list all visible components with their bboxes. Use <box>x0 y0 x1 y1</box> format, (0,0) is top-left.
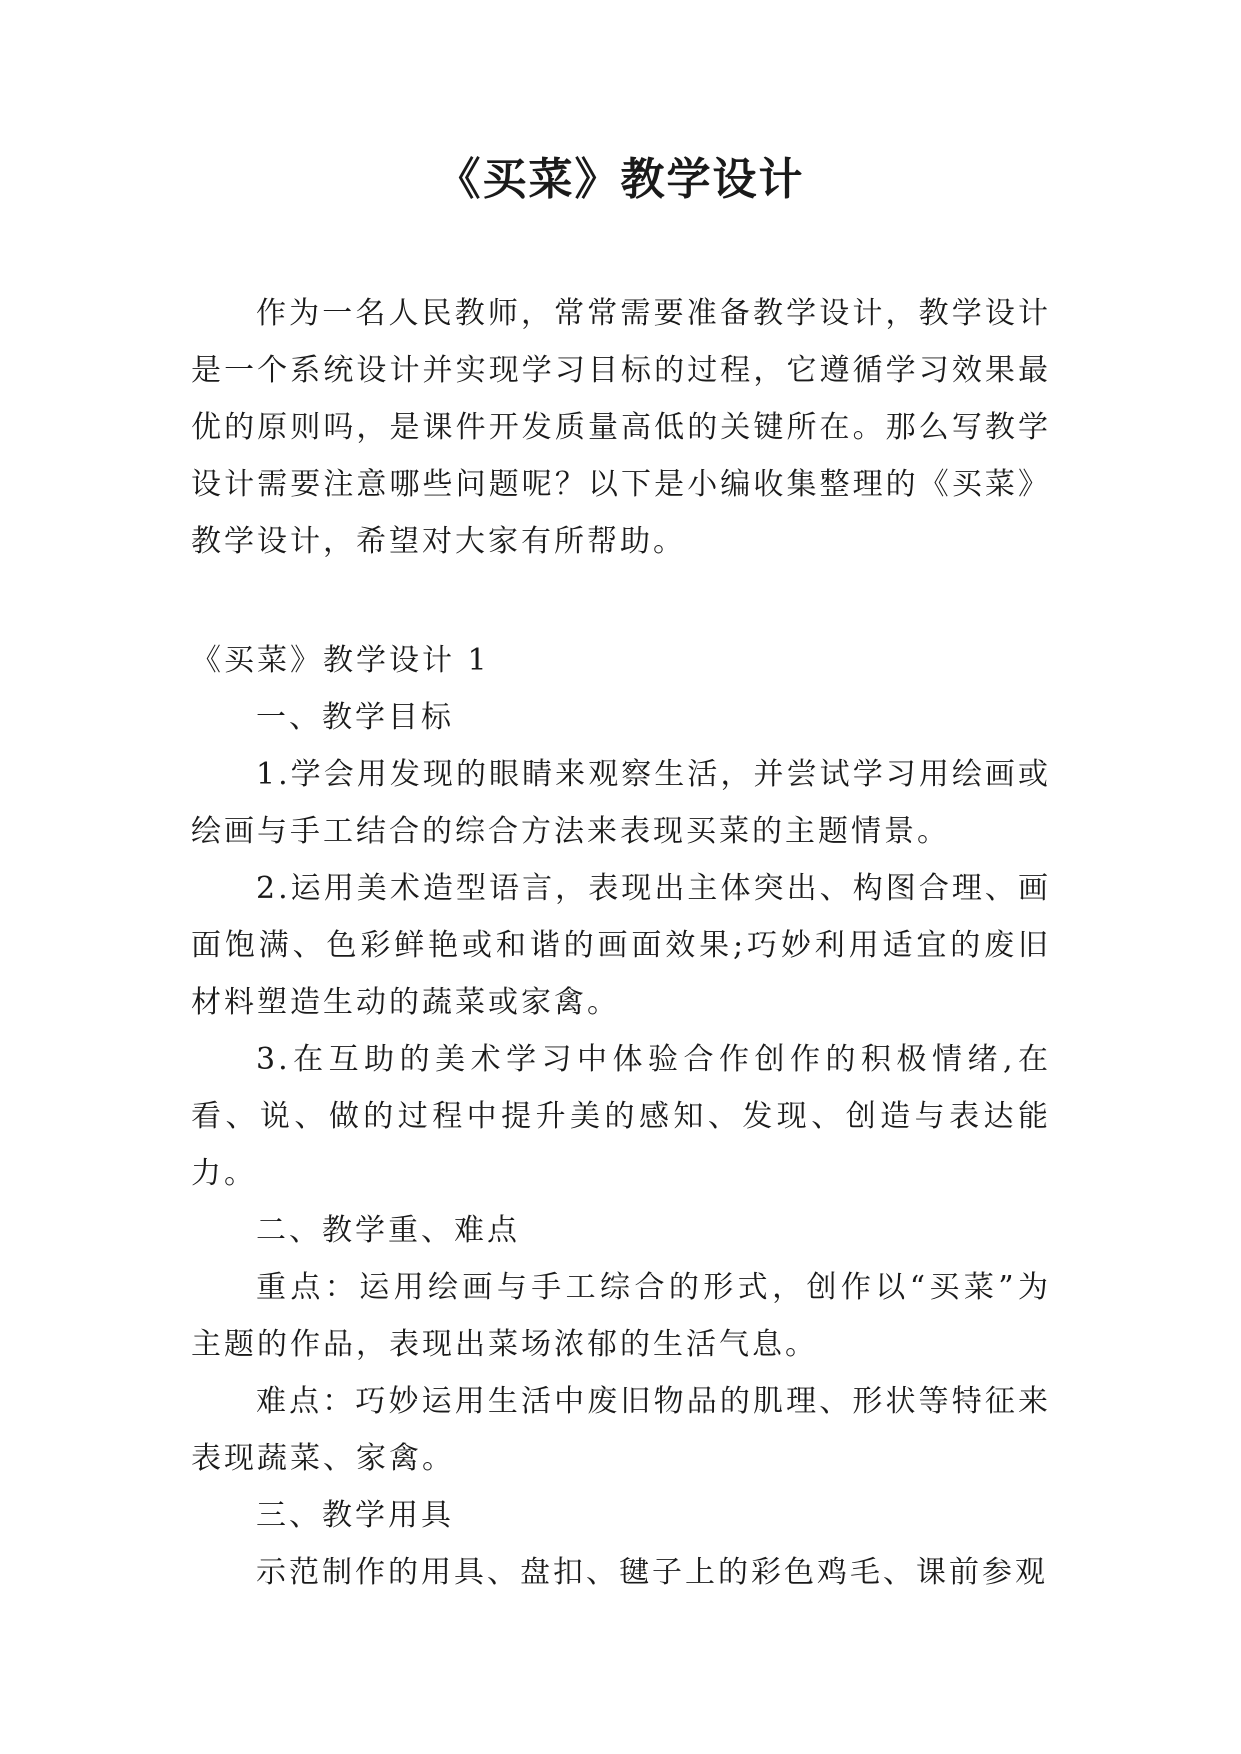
intro-paragraph: 作为一名人民教师，常常需要准备教学设计，教学设计是一个系统设计并实现学习目标的过程，它遵循学习效果最优的原则吗，是课件开发质量高低的关键所在。那么写教学设计需要注意哪些问题呢？以下是小编收集整理的《买菜》教学设计，希望对大家有所帮助。 <box>191 296 1051 559</box>
heading-teaching-goals: 一、教学目标 <box>256 700 454 735</box>
key-point-paragraph: 重点：运用绘画与手工综合的形式，创作以“买菜”为主题的作品，表现出菜场浓郁的生活气息。 <box>191 1270 1051 1362</box>
document-title: 《买菜》教学设计 <box>436 154 805 205</box>
content-section <box>191 632 1051 1601</box>
heading-teaching-tools: 三、教学用具 <box>256 1498 454 1533</box>
goal-item-3: 3.在互助的美术学习中体验合作创作的积极情绪,在看、说、做的过程中提升美的感知、发现、创造与表达能力。 <box>191 1042 1051 1191</box>
section-heading: 《买菜》教学设计 1 <box>191 643 490 678</box>
goal-item-2: 2.运用美术造型语言，表现出主体突出、构图合理、画面饱满、色彩鲜艳或和谐的画面效果;巧妙利用适宜的废旧材料塑造生动的蔬菜或家禽。 <box>191 871 1051 1020</box>
tools-paragraph: 示范制作的用具、盘扣、毽子上的彩色鸡毛、课前参观 <box>256 1555 1048 1590</box>
heading-key-difficult-points: 二、教学重、难点 <box>256 1213 520 1248</box>
difficult-point-paragraph: 难点：巧妙运用生活中废旧物品的肌理、形状等特征来表现蔬菜、家禽。 <box>191 1384 1051 1476</box>
goal-item-1: 1.学会用发现的眼睛来观察生活，并尝试学习用绘画或绘画与手工结合的综合方法来表现买菜的主题情景。 <box>191 757 1051 849</box>
